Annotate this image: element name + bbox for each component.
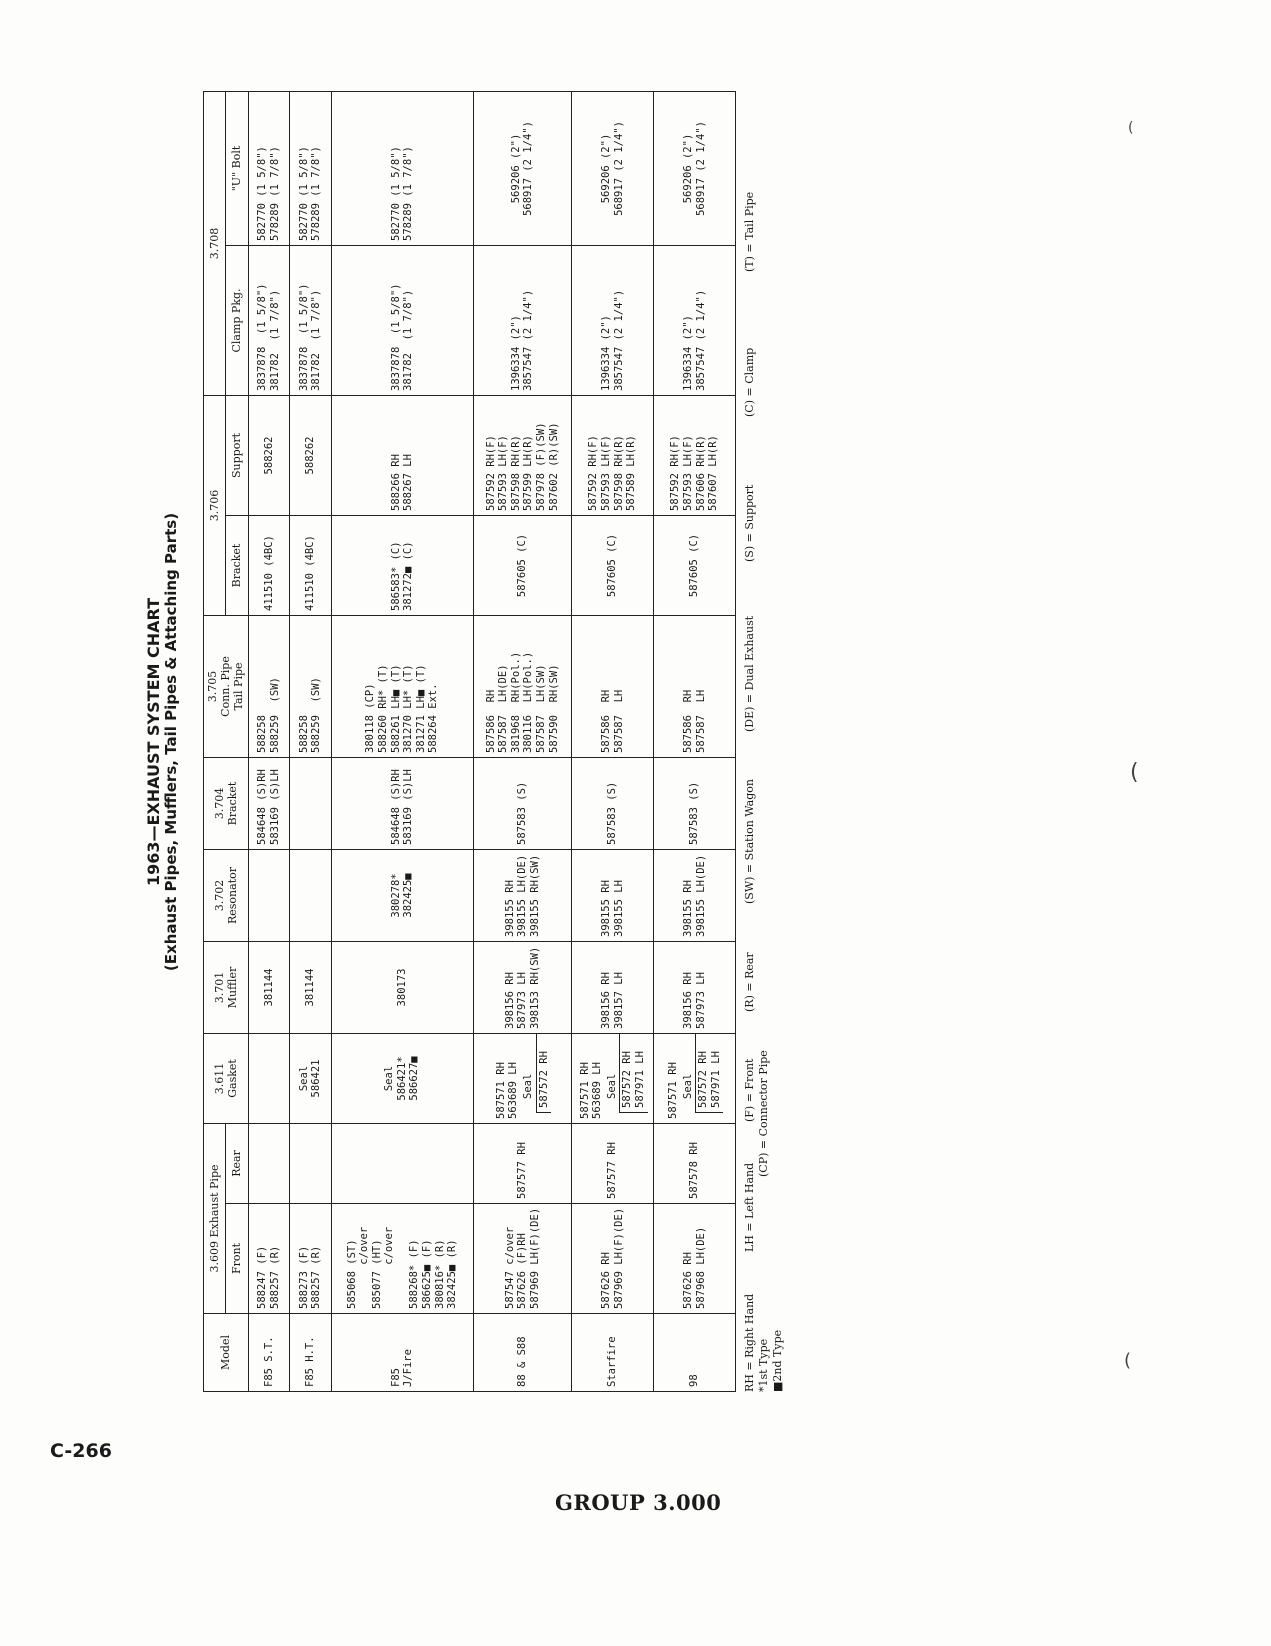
table-row <box>331 91 473 1391</box>
exhaust-system-table <box>203 91 736 1392</box>
cell-clamp-pkg: 3837878 (1 5/8") 381782 (1 7/8") <box>248 245 290 395</box>
cell-resonator: 398155 RH 398155 LH <box>572 849 654 941</box>
cell-front: 585068 (ST) c/over 585077 (HT) c/over 588268* (F) 586625■ (F) 380816* (R) 382425■ (R) <box>331 1204 473 1314</box>
cell-bracket-706: 411510 (4BC) <box>290 515 332 615</box>
chart-subtitle: (Exhaust Pipes, Mufflers, Tail Pipes & Attaching Parts) <box>162 512 181 972</box>
header-support: Support <box>226 395 248 515</box>
cell-bracket-706: 587605 (C) <box>654 515 736 615</box>
cell-model: F85 J/Fire <box>331 1314 473 1392</box>
scan-mark: ( <box>1124 1350 1132 1371</box>
cell-rear: 587578 RH <box>654 1123 736 1203</box>
legend-de: (DE) = Dual Exhaust <box>743 615 756 732</box>
header-u-bolt: "U" Bolt <box>226 91 248 245</box>
cell-bracket-704: 584648 (S)RH 583169 (S)LH <box>331 757 473 849</box>
cell-front: 588273 (F) 588257 (R) <box>290 1204 332 1314</box>
cell-support: 587592 RH(F) 587593 LH(F) 587598 RH(R) 587599 LH(R) 587978 (F)(SW) 587602 (R)(SW) <box>473 395 571 515</box>
legend-front: (F) = Front <box>743 1058 756 1122</box>
scan-mark: ( <box>1128 120 1134 136</box>
cell-gasket <box>473 1033 571 1123</box>
cell-u-bolt: 569206 (2") 568917 (2 1/4") <box>654 91 736 245</box>
cell-bracket-704: 587583 (S) <box>572 757 654 849</box>
cell-u-bolt: 582770 (1 5/8") 578289 (1 7/8") <box>331 91 473 245</box>
cell-conn-pipe: 587586 RH 587587 LH(DE) 381968 RH(Pol.) 380116 LH(Pol.) 587587 LH(SW) 587590 RH(SW) <box>473 615 571 757</box>
cell-clamp-pkg: 3837878 (1 5/8") 381782 (1 7/8") <box>331 245 473 395</box>
header-bracket-704: 3.704 Bracket <box>204 757 249 849</box>
cell-bracket-706: 411510 (4BC) <box>248 515 290 615</box>
cell-bracket-706: 586583* (C) 381272■ (C) <box>331 515 473 615</box>
cell-rear <box>331 1123 473 1203</box>
cell-gasket <box>572 1033 654 1123</box>
cell-support: 588266 RH 588267 LH <box>331 395 473 515</box>
cell-muffler: 381144 <box>248 941 290 1033</box>
cell-bracket-704: 584648 (S)RH 583169 (S)LH <box>248 757 290 849</box>
gasket-values: 587571 RH 563689 LH <box>494 1062 520 1119</box>
cell-resonator: 398155 RH 398155 LH(DE) <box>654 849 736 941</box>
cell-conn-pipe: 587586 RH 587587 LH <box>572 615 654 757</box>
rotated-chart-block <box>145 92 825 1392</box>
cell-u-bolt: 582770 (1 5/8") 578289 (1 7/8") <box>248 91 290 245</box>
cell-bracket-704: 587583 (S) <box>654 757 736 849</box>
cell-bracket-706: 587605 (C) <box>473 515 571 615</box>
header-row-1 <box>204 91 226 1391</box>
gasket-seal-label: Seal <box>521 1073 534 1099</box>
legend-cp: (CP) = Connector Pipe <box>757 1050 770 1177</box>
header-bracket-706: Bracket <box>226 515 248 615</box>
cell-muffler: 398156 RH 587973 LH 398153 RH(SW) <box>473 941 571 1033</box>
cell-support: 588262 <box>290 395 332 515</box>
cell-conn-pipe: 588258 588259 (SW) <box>248 615 290 757</box>
header-gasket: 3.611 Gasket <box>204 1033 249 1123</box>
header-exhaust-pipe: 3.609 Exhaust Pipe <box>204 1123 226 1313</box>
cell-muffler: 398156 RH 398157 LH <box>572 941 654 1033</box>
header-group-706: 3.706 <box>204 395 226 615</box>
legend-tail-pipe: (T) = Tail Pipe <box>743 191 756 272</box>
cell-rear <box>290 1123 332 1203</box>
cell-gasket: Seal 586421 <box>290 1033 332 1123</box>
cell-gasket: Seal 586421* 586627■ <box>331 1033 473 1123</box>
cell-model: 98 <box>654 1314 736 1392</box>
cell-model: Starfire <box>572 1314 654 1392</box>
legend-support: (S) = Support <box>743 484 756 562</box>
cell-clamp-pkg: 1396334 (2") 3857547 (2 1/4") <box>572 245 654 395</box>
cell-front: 588247 (F) 588257 (R) <box>248 1204 290 1314</box>
chart-title: 1963—EXHAUST SYSTEM CHART <box>144 597 163 887</box>
gasket-values: 587571 RH 563689 LH <box>578 1062 604 1119</box>
cell-u-bolt: 569206 (2") 568917 (2 1/4") <box>473 91 571 245</box>
gasket-seal-values: 587572 RH <box>536 1034 552 1113</box>
gasket-seal-label: Seal <box>605 1073 618 1099</box>
cell-u-bolt: 582770 (1 5/8") 578289 (1 7/8") <box>290 91 332 245</box>
gasket-seal-values: 587572 RH 587971 LH <box>695 1034 723 1113</box>
cell-clamp-pkg: 3837878 (1 5/8") 381782 (1 7/8") <box>290 245 332 395</box>
header-conn-pipe: 3.705 Conn. Pipe Tail Pipe <box>204 615 249 757</box>
table-row <box>572 91 654 1391</box>
table-row <box>473 91 571 1391</box>
cell-resonator <box>290 849 332 941</box>
cell-muffler: 381144 <box>290 941 332 1033</box>
cell-clamp-pkg: 1396334 (2") 3857547 (2 1/4") <box>654 245 736 395</box>
scan-mark: ( <box>1130 760 1139 785</box>
legend-rh: RH = Right Hand <box>743 1293 756 1392</box>
cell-gasket <box>248 1033 290 1123</box>
gasket-values: 587571 RH <box>666 1062 679 1119</box>
legend-sw: (SW) = Station Wagon <box>743 779 756 904</box>
cell-bracket-704: 587583 (S) <box>473 757 571 849</box>
cell-u-bolt: 569206 (2") 568917 (2 1/4") <box>572 91 654 245</box>
header-front: Front <box>226 1204 248 1314</box>
cell-front: 587626 RH 587968 LH(DE) <box>654 1204 736 1314</box>
legend-clamp: (C) = Clamp <box>743 347 756 417</box>
gasket-seal-label: Seal <box>681 1073 694 1099</box>
cell-model: 88 & S88 <box>473 1314 571 1392</box>
cell-resonator <box>248 849 290 941</box>
cell-resonator: 380278* 382425■ <box>331 849 473 941</box>
legend-first-type: *1st Type <box>757 1338 770 1392</box>
cell-bracket-704 <box>290 757 332 849</box>
table-row <box>248 91 290 1391</box>
cell-rear: 587577 RH <box>473 1123 571 1203</box>
group-label: GROUP 3.000 <box>555 1490 722 1515</box>
cell-rear: 587577 RH <box>572 1123 654 1203</box>
cell-front: 587547 c/over 587626 (F)RH 587969 LH(F)(DE) <box>473 1204 571 1314</box>
cell-resonator: 398155 RH 398155 LH(DE) 398155 RH(SW) <box>473 849 571 941</box>
cell-bracket-706: 587605 (C) <box>572 515 654 615</box>
cell-model: F85 S.T. <box>248 1314 290 1392</box>
cell-model: F85 H.T. <box>290 1314 332 1392</box>
page-number: C-266 <box>50 1440 112 1462</box>
cell-front: 587626 RH 587969 LH(F)(DE) <box>572 1204 654 1314</box>
legend-second-type: ■2nd Type <box>771 1329 784 1392</box>
cell-conn-pipe: 380118 (CP) 588260 RH* (T) 588261 LH■ (T) 381270 LH* (T) 381271 LH■ (T) 588264 Ext. <box>331 615 473 757</box>
table-row <box>654 91 736 1391</box>
header-clamp-pkg: Clamp Pkg. <box>226 245 248 395</box>
header-muffler: 3.701 Muffler <box>204 941 249 1033</box>
gasket-seal-values: 587572 RH 587971 LH <box>619 1034 647 1113</box>
cell-muffler: 380173 <box>331 941 473 1033</box>
cell-support: 588262 <box>248 395 290 515</box>
header-rear: Rear <box>226 1123 248 1203</box>
cell-conn-pipe: 588258 588259 (SW) <box>290 615 332 757</box>
cell-muffler: 398156 RH 587973 LH <box>654 941 736 1033</box>
chart-title-block <box>145 92 181 1392</box>
legend-lh: LH = Left Hand <box>743 1162 756 1252</box>
cell-rear <box>248 1123 290 1203</box>
header-group-708: 3.708 <box>204 91 226 395</box>
cell-conn-pipe: 587586 RH 587587 LH <box>654 615 736 757</box>
cell-support: 587592 RH(F) 587593 LH(F) 587606 RH(R) 587607 LH(R) <box>654 395 736 515</box>
header-resonator: 3.702 Resonator <box>204 849 249 941</box>
header-model: Model <box>204 1314 249 1392</box>
cell-support: 587592 RH(F) 587593 LH(F) 587598 RH(R) 587589 LH(R) <box>572 395 654 515</box>
legend-rear: (R) = Rear <box>743 952 756 1012</box>
cell-gasket <box>654 1033 736 1123</box>
cell-clamp-pkg: 1396334 (2") 3857547 (2 1/4") <box>473 245 571 395</box>
table-row <box>290 91 332 1391</box>
